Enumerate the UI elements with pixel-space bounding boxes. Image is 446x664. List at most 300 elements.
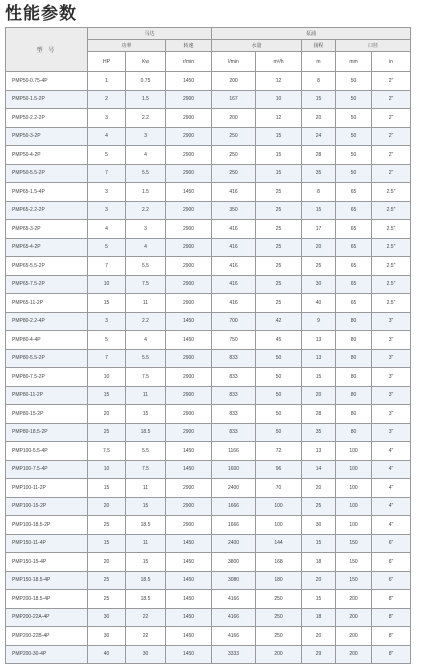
cell-power-kw: 11 bbox=[126, 479, 166, 498]
cell-caliber-mm: 100 bbox=[336, 442, 372, 461]
cell-flow-lmin: 200 bbox=[212, 72, 256, 91]
cell-caliber-mm: 150 bbox=[336, 571, 372, 590]
cell-speed: 1450 bbox=[166, 72, 212, 91]
cell-model: PMP50-0.75-4P bbox=[6, 72, 88, 91]
cell-power-kw: 2.2 bbox=[126, 201, 166, 220]
cell-flow-m3h: 25 bbox=[256, 294, 302, 313]
cell-flow-m3h: 168 bbox=[256, 553, 302, 572]
cell-caliber-mm: 200 bbox=[336, 627, 372, 646]
table-row bbox=[6, 534, 411, 553]
header-head: 扬程 bbox=[302, 40, 336, 52]
cell-head: 15 bbox=[302, 534, 336, 553]
cell-flow-lmin: 833 bbox=[212, 349, 256, 368]
cell-head: 20 bbox=[302, 627, 336, 646]
cell-flow-lmin: 833 bbox=[212, 423, 256, 442]
cell-head: 15 bbox=[302, 90, 336, 109]
cell-power-hp: 3 bbox=[88, 312, 126, 331]
cell-caliber-in: 3" bbox=[372, 312, 411, 331]
cell-caliber-mm: 65 bbox=[336, 201, 372, 220]
cell-model: PMP80-7.5-2P bbox=[6, 368, 88, 387]
cell-caliber-in: 6" bbox=[372, 571, 411, 590]
cell-model: PMP200-22B-4P bbox=[6, 627, 88, 646]
cell-power-hp: 1 bbox=[88, 72, 126, 91]
cell-power-kw: 2.2 bbox=[126, 312, 166, 331]
cell-power-kw: 5.5 bbox=[126, 442, 166, 461]
cell-flow-m3h: 25 bbox=[256, 275, 302, 294]
cell-flow-lmin: 416 bbox=[212, 183, 256, 202]
table-row bbox=[6, 349, 411, 368]
cell-power-kw: 15 bbox=[126, 497, 166, 516]
table-row bbox=[6, 516, 411, 535]
cell-caliber-mm: 200 bbox=[336, 608, 372, 627]
cell-model: PMP65-2.2-2P bbox=[6, 201, 88, 220]
cell-model: PMP80-4-4P bbox=[6, 331, 88, 350]
cell-speed: 2900 bbox=[166, 164, 212, 183]
cell-caliber-in: 8" bbox=[372, 627, 411, 646]
cell-power-kw: 18.5 bbox=[126, 423, 166, 442]
table-row bbox=[6, 627, 411, 646]
table-row bbox=[6, 146, 411, 165]
table-row bbox=[6, 590, 411, 609]
cell-flow-lmin: 2400 bbox=[212, 534, 256, 553]
cell-speed: 2900 bbox=[166, 294, 212, 313]
cell-head: 15 bbox=[302, 590, 336, 609]
cell-power-kw: 5.5 bbox=[126, 349, 166, 368]
cell-flow-lmin: 833 bbox=[212, 405, 256, 424]
cell-flow-m3h: 250 bbox=[256, 608, 302, 627]
cell-caliber-in: 4" bbox=[372, 442, 411, 461]
cell-speed: 2900 bbox=[166, 368, 212, 387]
cell-caliber-mm: 80 bbox=[336, 423, 372, 442]
table-row bbox=[6, 220, 411, 239]
cell-flow-lmin: 250 bbox=[212, 146, 256, 165]
cell-caliber-in: 8" bbox=[372, 590, 411, 609]
cell-speed: 1450 bbox=[166, 608, 212, 627]
cell-head: 29 bbox=[302, 645, 336, 664]
cell-flow-m3h: 180 bbox=[256, 571, 302, 590]
cell-model: PMP200-18.5-4P bbox=[6, 590, 88, 609]
cell-caliber-mm: 80 bbox=[336, 386, 372, 405]
cell-flow-lmin: 4166 bbox=[212, 627, 256, 646]
cell-caliber-in: 2" bbox=[372, 72, 411, 91]
cell-flow-lmin: 167 bbox=[212, 90, 256, 109]
header-motor: 马达 bbox=[88, 28, 212, 40]
cell-head: 25 bbox=[302, 497, 336, 516]
cell-flow-m3h: 10 bbox=[256, 90, 302, 109]
cell-flow-m3h: 50 bbox=[256, 405, 302, 424]
unit-flow-m3h: m³/h bbox=[256, 52, 302, 72]
cell-power-hp: 30 bbox=[88, 627, 126, 646]
cell-power-hp: 4 bbox=[88, 220, 126, 239]
unit-caliber-in: in bbox=[372, 52, 411, 72]
unit-caliber-mm: mm bbox=[336, 52, 372, 72]
cell-power-hp: 25 bbox=[88, 571, 126, 590]
cell-model: PMP100-15-2P bbox=[6, 497, 88, 516]
cell-speed: 2900 bbox=[166, 220, 212, 239]
cell-model: PMP50-3-2P bbox=[6, 127, 88, 146]
cell-head: 24 bbox=[302, 127, 336, 146]
cell-power-hp: 5 bbox=[88, 238, 126, 257]
cell-speed: 2900 bbox=[166, 349, 212, 368]
cell-model: PMP100-18.5-2P bbox=[6, 516, 88, 535]
cell-flow-m3h: 25 bbox=[256, 201, 302, 220]
header-power: 功率 bbox=[88, 40, 166, 52]
cell-power-kw: 18.5 bbox=[126, 590, 166, 609]
cell-caliber-mm: 80 bbox=[336, 331, 372, 350]
cell-flow-lmin: 416 bbox=[212, 257, 256, 276]
cell-flow-lmin: 1666 bbox=[212, 497, 256, 516]
cell-model: PMP65-4-2P bbox=[6, 238, 88, 257]
cell-flow-lmin: 700 bbox=[212, 312, 256, 331]
unit-hp: HP bbox=[88, 52, 126, 72]
cell-power-kw: 1.5 bbox=[126, 90, 166, 109]
table-row bbox=[6, 608, 411, 627]
cell-caliber-in: 2.5" bbox=[372, 294, 411, 313]
cell-model: PMP200-30-4P bbox=[6, 645, 88, 664]
cell-flow-m3h: 15 bbox=[256, 127, 302, 146]
cell-power-kw: 5.5 bbox=[126, 257, 166, 276]
cell-flow-m3h: 144 bbox=[256, 534, 302, 553]
cell-caliber-in: 3" bbox=[372, 368, 411, 387]
cell-head: 25 bbox=[302, 257, 336, 276]
header-caliber: 口径 bbox=[336, 40, 411, 52]
table-row bbox=[6, 442, 411, 461]
cell-model: PMP50-1.5-2P bbox=[6, 90, 88, 109]
cell-caliber-in: 4" bbox=[372, 460, 411, 479]
cell-model: PMP150-18.5-4P bbox=[6, 571, 88, 590]
cell-model: PMP65-5.5-2P bbox=[6, 257, 88, 276]
cell-flow-m3h: 50 bbox=[256, 349, 302, 368]
table-row bbox=[6, 553, 411, 572]
cell-model: PMP80-18.5-2P bbox=[6, 423, 88, 442]
cell-speed: 2900 bbox=[166, 275, 212, 294]
cell-caliber-in: 2" bbox=[372, 164, 411, 183]
cell-head: 35 bbox=[302, 423, 336, 442]
cell-power-kw: 4 bbox=[126, 331, 166, 350]
cell-flow-lmin: 2400 bbox=[212, 479, 256, 498]
cell-speed: 2900 bbox=[166, 109, 212, 128]
cell-power-kw: 3 bbox=[126, 127, 166, 146]
table-row bbox=[6, 238, 411, 257]
header-speed: 转速 bbox=[166, 40, 212, 52]
cell-caliber-mm: 100 bbox=[336, 497, 372, 516]
cell-flow-lmin: 3800 bbox=[212, 553, 256, 572]
cell-caliber-mm: 65 bbox=[336, 294, 372, 313]
cell-head: 20 bbox=[302, 238, 336, 257]
cell-caliber-mm: 65 bbox=[336, 183, 372, 202]
table-row bbox=[6, 460, 411, 479]
cell-power-hp: 2 bbox=[88, 90, 126, 109]
cell-model: PMP65-11-2P bbox=[6, 294, 88, 313]
table-row bbox=[6, 497, 411, 516]
cell-caliber-in: 3" bbox=[372, 349, 411, 368]
cell-speed: 1450 bbox=[166, 183, 212, 202]
table-row bbox=[6, 90, 411, 109]
cell-model: PMP150-11-4P bbox=[6, 534, 88, 553]
cell-power-kw: 22 bbox=[126, 608, 166, 627]
cell-power-kw: 7.5 bbox=[126, 460, 166, 479]
cell-caliber-mm: 100 bbox=[336, 479, 372, 498]
cell-caliber-mm: 50 bbox=[336, 146, 372, 165]
cell-speed: 2900 bbox=[166, 386, 212, 405]
cell-caliber-mm: 100 bbox=[336, 460, 372, 479]
cell-speed: 2900 bbox=[166, 90, 212, 109]
cell-head: 15 bbox=[302, 368, 336, 387]
table-row bbox=[6, 368, 411, 387]
cell-caliber-in: 8" bbox=[372, 608, 411, 627]
unit-kw: Kw bbox=[126, 52, 166, 72]
cell-flow-m3h: 50 bbox=[256, 423, 302, 442]
cell-power-hp: 25 bbox=[88, 423, 126, 442]
cell-head: 30 bbox=[302, 516, 336, 535]
cell-power-hp: 15 bbox=[88, 534, 126, 553]
cell-caliber-mm: 80 bbox=[336, 349, 372, 368]
cell-power-hp: 40 bbox=[88, 645, 126, 664]
table-row bbox=[6, 164, 411, 183]
table-row bbox=[6, 405, 411, 424]
cell-flow-m3h: 15 bbox=[256, 164, 302, 183]
cell-flow-m3h: 45 bbox=[256, 331, 302, 350]
cell-caliber-in: 4" bbox=[372, 497, 411, 516]
cell-speed: 1450 bbox=[166, 460, 212, 479]
cell-speed: 2900 bbox=[166, 516, 212, 535]
cell-head: 20 bbox=[302, 386, 336, 405]
cell-power-hp: 25 bbox=[88, 516, 126, 535]
cell-head: 15 bbox=[302, 201, 336, 220]
cell-caliber-in: 6" bbox=[372, 534, 411, 553]
cell-caliber-mm: 50 bbox=[336, 90, 372, 109]
cell-speed: 2900 bbox=[166, 201, 212, 220]
cell-caliber-in: 2.5" bbox=[372, 220, 411, 239]
cell-flow-lmin: 250 bbox=[212, 164, 256, 183]
table-row bbox=[6, 294, 411, 313]
cell-power-kw: 1.5 bbox=[126, 183, 166, 202]
cell-flow-lmin: 3080 bbox=[212, 571, 256, 590]
cell-caliber-mm: 65 bbox=[336, 220, 372, 239]
cell-model: PMP50-5.5-2P bbox=[6, 164, 88, 183]
cell-caliber-in: 2.5" bbox=[372, 201, 411, 220]
cell-flow-lmin: 1600 bbox=[212, 460, 256, 479]
cell-model: PMP150-15-4P bbox=[6, 553, 88, 572]
cell-power-kw: 18.5 bbox=[126, 571, 166, 590]
cell-head: 20 bbox=[302, 479, 336, 498]
header-pump: 泵浦 bbox=[212, 28, 411, 40]
cell-head: 20 bbox=[302, 109, 336, 128]
cell-speed: 2900 bbox=[166, 257, 212, 276]
cell-flow-m3h: 25 bbox=[256, 257, 302, 276]
cell-caliber-mm: 150 bbox=[336, 534, 372, 553]
cell-flow-lmin: 750 bbox=[212, 331, 256, 350]
cell-head: 18 bbox=[302, 608, 336, 627]
cell-model: PMP50-2.2-2P bbox=[6, 109, 88, 128]
cell-head: 28 bbox=[302, 405, 336, 424]
cell-model: PMP100-5.5-4P bbox=[6, 442, 88, 461]
cell-speed: 1450 bbox=[166, 534, 212, 553]
cell-flow-lmin: 250 bbox=[212, 127, 256, 146]
cell-flow-m3h: 15 bbox=[256, 146, 302, 165]
cell-flow-lmin: 833 bbox=[212, 368, 256, 387]
cell-flow-lmin: 416 bbox=[212, 220, 256, 239]
cell-flow-m3h: 96 bbox=[256, 460, 302, 479]
cell-flow-lmin: 1166 bbox=[212, 442, 256, 461]
cell-head: 28 bbox=[302, 146, 336, 165]
cell-model: PMP80-11-2P bbox=[6, 386, 88, 405]
cell-head: 17 bbox=[302, 220, 336, 239]
cell-head: 18 bbox=[302, 553, 336, 572]
cell-power-hp: 15 bbox=[88, 479, 126, 498]
cell-flow-lmin: 4166 bbox=[212, 608, 256, 627]
cell-power-kw: 4 bbox=[126, 146, 166, 165]
cell-model: PMP80-2.2-4P bbox=[6, 312, 88, 331]
cell-flow-m3h: 70 bbox=[256, 479, 302, 498]
cell-caliber-in: 2" bbox=[372, 109, 411, 128]
cell-head: 13 bbox=[302, 442, 336, 461]
table-row bbox=[6, 201, 411, 220]
cell-power-hp: 4 bbox=[88, 127, 126, 146]
cell-speed: 1450 bbox=[166, 590, 212, 609]
cell-speed: 2900 bbox=[166, 405, 212, 424]
cell-flow-m3h: 25 bbox=[256, 220, 302, 239]
cell-caliber-mm: 65 bbox=[336, 275, 372, 294]
cell-caliber-mm: 50 bbox=[336, 127, 372, 146]
cell-speed: 1450 bbox=[166, 645, 212, 664]
cell-power-hp: 10 bbox=[88, 368, 126, 387]
table-body bbox=[6, 72, 411, 664]
cell-power-hp: 5 bbox=[88, 331, 126, 350]
cell-power-hp: 7 bbox=[88, 164, 126, 183]
cell-speed: 1450 bbox=[166, 331, 212, 350]
performance-table bbox=[5, 27, 411, 664]
cell-power-kw: 3 bbox=[126, 220, 166, 239]
cell-caliber-mm: 200 bbox=[336, 590, 372, 609]
cell-caliber-in: 3" bbox=[372, 423, 411, 442]
cell-speed: 1450 bbox=[166, 553, 212, 572]
cell-head: 40 bbox=[302, 294, 336, 313]
cell-power-hp: 10 bbox=[88, 275, 126, 294]
cell-flow-lmin: 416 bbox=[212, 294, 256, 313]
cell-speed: 1450 bbox=[166, 442, 212, 461]
cell-flow-m3h: 12 bbox=[256, 109, 302, 128]
table-row bbox=[6, 423, 411, 442]
table-row bbox=[6, 275, 411, 294]
page-title: 性能参数 bbox=[5, 4, 77, 24]
cell-flow-m3h: 50 bbox=[256, 368, 302, 387]
cell-caliber-mm: 80 bbox=[336, 312, 372, 331]
cell-power-kw: 7.5 bbox=[126, 368, 166, 387]
table-row bbox=[6, 183, 411, 202]
table-row bbox=[6, 109, 411, 128]
unit-head: m bbox=[302, 52, 336, 72]
cell-flow-lmin: 4166 bbox=[212, 590, 256, 609]
cell-power-hp: 7 bbox=[88, 349, 126, 368]
cell-flow-m3h: 100 bbox=[256, 516, 302, 535]
cell-power-hp: 5 bbox=[88, 146, 126, 165]
cell-flow-m3h: 25 bbox=[256, 183, 302, 202]
cell-caliber-in: 6" bbox=[372, 553, 411, 572]
cell-flow-m3h: 12 bbox=[256, 72, 302, 91]
cell-model: PMP100-7.5-4P bbox=[6, 460, 88, 479]
cell-flow-m3h: 50 bbox=[256, 386, 302, 405]
header-flow: 水量 bbox=[212, 40, 302, 52]
cell-power-hp: 15 bbox=[88, 386, 126, 405]
cell-power-hp: 3 bbox=[88, 109, 126, 128]
cell-flow-lmin: 200 bbox=[212, 109, 256, 128]
header-model: 型 号 bbox=[6, 28, 88, 72]
cell-flow-lmin: 416 bbox=[212, 238, 256, 257]
cell-head: 13 bbox=[302, 331, 336, 350]
table-row bbox=[6, 479, 411, 498]
cell-model: PMP65-7.5-2P bbox=[6, 275, 88, 294]
cell-caliber-in: 3" bbox=[372, 386, 411, 405]
cell-power-hp: 15 bbox=[88, 294, 126, 313]
cell-model: PMP65-3-2P bbox=[6, 220, 88, 239]
cell-power-hp: 20 bbox=[88, 497, 126, 516]
cell-flow-m3h: 250 bbox=[256, 627, 302, 646]
cell-caliber-mm: 100 bbox=[336, 516, 372, 535]
cell-power-kw: 15 bbox=[126, 405, 166, 424]
cell-power-kw: 30 bbox=[126, 645, 166, 664]
cell-flow-lmin: 3333 bbox=[212, 645, 256, 664]
cell-model: PMP80-5.5-2P bbox=[6, 349, 88, 368]
cell-flow-m3h: 200 bbox=[256, 645, 302, 664]
cell-model: PMP50-4-2P bbox=[6, 146, 88, 165]
cell-speed: 2900 bbox=[166, 146, 212, 165]
cell-flow-lmin: 833 bbox=[212, 386, 256, 405]
table-row bbox=[6, 127, 411, 146]
cell-power-hp: 25 bbox=[88, 590, 126, 609]
cell-caliber-in: 2.5" bbox=[372, 275, 411, 294]
cell-speed: 1450 bbox=[166, 571, 212, 590]
table-row bbox=[6, 645, 411, 664]
cell-model: PMP100-11-2P bbox=[6, 479, 88, 498]
cell-power-kw: 15 bbox=[126, 553, 166, 572]
cell-caliber-in: 2" bbox=[372, 90, 411, 109]
cell-power-kw: 2.2 bbox=[126, 109, 166, 128]
cell-speed: 2900 bbox=[166, 127, 212, 146]
cell-caliber-in: 2.5" bbox=[372, 257, 411, 276]
table-row bbox=[6, 331, 411, 350]
cell-power-hp: 3 bbox=[88, 183, 126, 202]
cell-speed: 1450 bbox=[166, 627, 212, 646]
cell-head: 13 bbox=[302, 349, 336, 368]
cell-power-hp: 20 bbox=[88, 405, 126, 424]
cell-caliber-mm: 65 bbox=[336, 238, 372, 257]
cell-head: 8 bbox=[302, 72, 336, 91]
cell-power-kw: 11 bbox=[126, 386, 166, 405]
cell-power-kw: 0.75 bbox=[126, 72, 166, 91]
cell-caliber-mm: 65 bbox=[336, 257, 372, 276]
cell-flow-m3h: 100 bbox=[256, 497, 302, 516]
cell-caliber-in: 8" bbox=[372, 645, 411, 664]
cell-head: 14 bbox=[302, 460, 336, 479]
cell-power-kw: 18.5 bbox=[126, 516, 166, 535]
cell-caliber-mm: 50 bbox=[336, 109, 372, 128]
cell-head: 30 bbox=[302, 275, 336, 294]
table-row bbox=[6, 386, 411, 405]
cell-caliber-in: 4" bbox=[372, 479, 411, 498]
cell-speed: 1450 bbox=[166, 312, 212, 331]
cell-power-hp: 10 bbox=[88, 460, 126, 479]
table-row bbox=[6, 571, 411, 590]
table-row bbox=[6, 72, 411, 91]
cell-speed: 2900 bbox=[166, 423, 212, 442]
cell-speed: 2900 bbox=[166, 479, 212, 498]
cell-caliber-mm: 150 bbox=[336, 553, 372, 572]
cell-caliber-mm: 80 bbox=[336, 405, 372, 424]
cell-model: PMP80-15-2P bbox=[6, 405, 88, 424]
cell-flow-lmin: 1666 bbox=[212, 516, 256, 535]
cell-flow-m3h: 250 bbox=[256, 590, 302, 609]
